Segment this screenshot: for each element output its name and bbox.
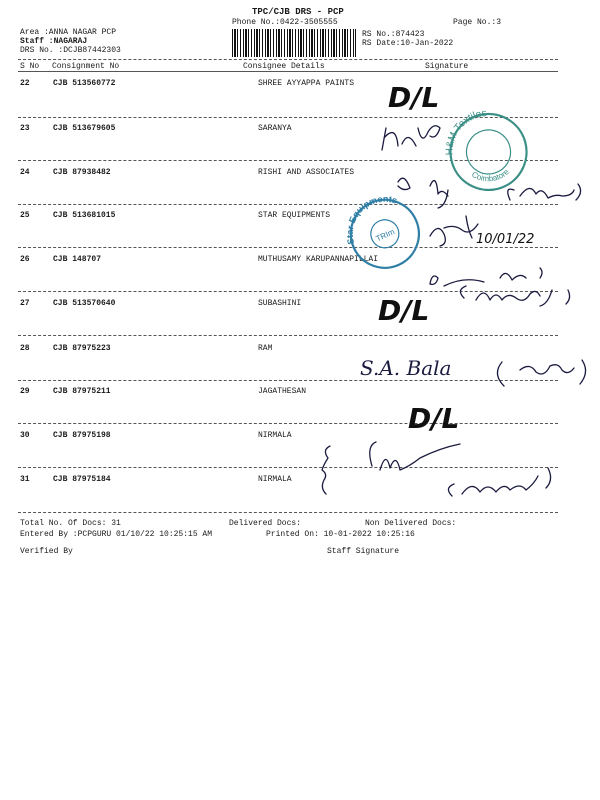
star-equipments-stamp <box>332 183 430 281</box>
entered-by: Entered By :PCPGURU 01/10/22 10:25:15 AM <box>20 530 213 539</box>
date-mark: 10/01/22 <box>476 232 535 247</box>
area-label: Area :ANNA NAGAR PCP <box>20 28 117 37</box>
signature-row-30 <box>370 442 460 470</box>
star-stamp-line1: Star Equipments <box>344 193 399 246</box>
row-consignee: RAM <box>258 344 273 353</box>
signature-row-23 <box>382 126 440 150</box>
rs-date: RS Date:10-Jan-2022 <box>362 39 454 48</box>
staff-label: Staff :NAGARAJ <box>20 37 88 46</box>
row-sno: 22 <box>20 79 30 88</box>
signature-row-31 <box>448 468 550 496</box>
rs-number: RS No.:874423 <box>362 30 425 39</box>
hbm-stamp <box>435 100 535 200</box>
signature-row-27 <box>460 286 569 306</box>
col-sno: S No <box>20 62 40 71</box>
bracket-rows-30-31 <box>322 446 330 494</box>
staff-signature-label: Staff Signature <box>327 547 400 556</box>
row-consignee: JAGATHESAN <box>258 387 307 396</box>
row-sno: 23 <box>20 124 30 133</box>
printed-on: Printed On: 10-01-2022 10:25:16 <box>266 530 415 539</box>
signature-row-26 <box>430 268 542 286</box>
total-docs: Total No. Of Docs: 31 <box>20 519 121 528</box>
dl-mark-3: D/L <box>408 402 460 435</box>
delivered-docs: Delivered Docs: <box>229 519 302 528</box>
non-delivered-docs: Non Delivered Docs: <box>365 519 457 528</box>
row-consignment: CJB 87975198 <box>53 431 111 440</box>
verified-by: Verified By <box>20 547 73 556</box>
row-consignment: CJB 87975223 <box>53 344 111 353</box>
row-consignee: RISHI AND ASSOCIATES <box>258 168 355 177</box>
hbm-stamp-line2: Coimbatore <box>470 167 511 184</box>
row-consignee: NIRMALA <box>258 431 292 440</box>
row-consignment: CJB 87975211 <box>53 387 111 396</box>
row-sno: 29 <box>20 387 30 396</box>
row-consignee: SUBASHINI <box>258 299 302 308</box>
row-consignment: CJB 513570640 <box>53 299 116 308</box>
hbm-stamp-line1: H&M Textiles <box>444 107 488 156</box>
row-sno: 31 <box>20 475 30 484</box>
row-consignee: SARANYA <box>258 124 292 133</box>
dl-mark-2: D/L <box>378 294 430 327</box>
row-consignee: STAR EQUIPMENTS <box>258 211 331 220</box>
row-sno: 28 <box>20 344 30 353</box>
col-consignment: Consignment No <box>52 62 120 71</box>
col-signature: Signature <box>425 62 469 71</box>
phone-number: Phone No.:0422-3505555 <box>232 18 338 27</box>
signature-bala-bracket <box>497 360 585 386</box>
signature-bala: S.A. Bala <box>360 356 452 380</box>
row-consignment: CJB 513681015 <box>53 211 116 220</box>
row-consignee: MUTHUSAMY KARUPANNAPILLAI <box>258 255 379 264</box>
row-consignment: CJB 513679605 <box>53 124 116 133</box>
row-consignment: CJB 87975184 <box>53 475 111 484</box>
row-sno: 26 <box>20 255 30 264</box>
col-consignee: Consignee Details <box>243 62 325 71</box>
document-title: TPC/CJB DRS - PCP <box>252 7 344 17</box>
row-consignee: SHREE AYYAPPA PAINTS <box>258 79 355 88</box>
dl-mark-1: D/L <box>388 81 440 114</box>
row-sno: 30 <box>20 431 30 440</box>
signature-row-25 <box>430 216 478 246</box>
signature-row-24 <box>398 178 448 208</box>
signature-row-24-name <box>508 184 581 200</box>
row-consignment: CJB 513560772 <box>53 79 116 88</box>
page-number: Page No.:3 <box>453 18 502 27</box>
row-consignment: CJB 87938482 <box>53 168 111 177</box>
row-consignee: NIRMALA <box>258 475 292 484</box>
row-sno: 25 <box>20 211 30 220</box>
row-sno: 24 <box>20 168 30 177</box>
star-stamp-center: TRIm <box>374 227 397 244</box>
row-consignment: CJB 148707 <box>53 255 102 264</box>
drs-number: DRS No. :DCJB87442303 <box>20 46 121 55</box>
row-sno: 27 <box>20 299 30 308</box>
